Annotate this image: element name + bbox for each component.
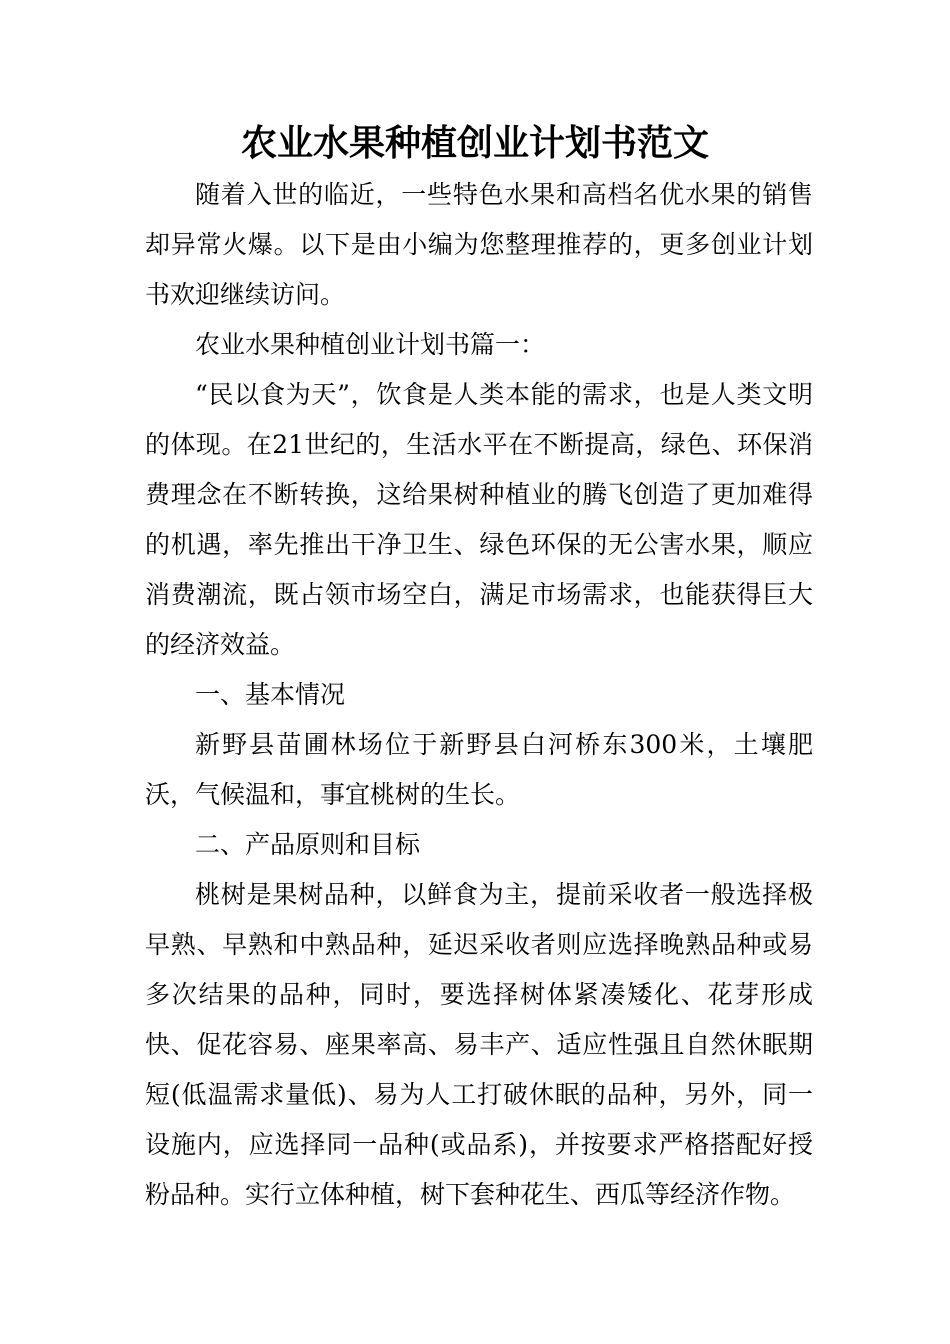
paragraph-section-heading-part-one: 农业水果种植创业计划书篇一：: [195, 330, 546, 359]
paragraph-background: “民以食为天”，饮食是人类本能的需求，也是人类文明的体现。在21世纪的，生活水平在不断提高，绿色、环保消费理念在不断转换，这给果树种植业的腾飞创造了更加难得的机遇，率先推出干净卫生、绿色环保的无公害水果，顺应消费潮流，既占领市场空白，满足市场需求，也能获得巨大的经济效益。: [145, 380, 813, 659]
heading-product-principles: 二、产品原则和目标: [195, 830, 421, 859]
heading-basic-situation: 一、基本情况: [195, 680, 346, 709]
document-body: [145, 170, 813, 1220]
paragraph-product-principles: 桃树是果树品种，以鲜食为主，提前采收者一般选择极早熟、早熟和中熟品种，延迟采收者则应选择晚熟品种或易多次结果的品种，同时，要选择树体紧凑矮化、花芽形成快、促花容易、座果率高、易丰产、适应性强且自然休眠期短(低温需求量低)、易为人工打破休眠的品种，另外，同一设施内，应选择同一品种(或品系)，并按要求严格搭配好授粉品种。实行立体种植，树下套种花生、西瓜等经济作物。: [145, 880, 813, 1209]
paragraph-basic-situation: 新野县苗圃林场位于新野县白河桥东300米，土壤肥沃，气候温和，事宜桃树的生长。: [145, 730, 813, 809]
paragraph-intro: 随着入世的临近，一些特色水果和高档名优水果的销售却异常火爆。以下是由小编为您整理推荐的，更多创业计划书欢迎继续访问。: [145, 180, 813, 309]
document-title: 农业水果种植创业计划书范文: [240, 122, 709, 164]
